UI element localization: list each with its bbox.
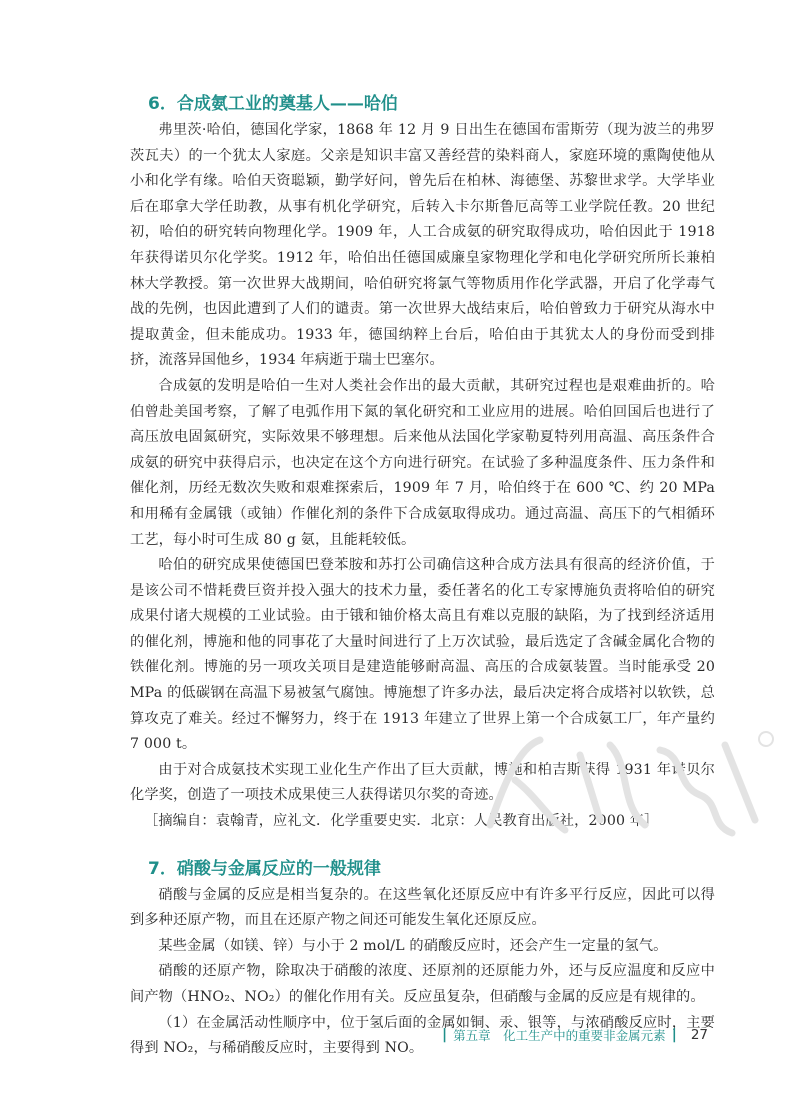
section-6-title: 6．合成氨工业的奠基人——哈伯 [148, 94, 398, 114]
footer-chapter-title: 第五章 化工生产中的重要非金属元素 [453, 1028, 666, 1043]
footer-divider-right: | [671, 1027, 677, 1043]
section-7-paragraph-1: 硝酸与金属的反应是相当复杂的。在这些氧化还原反应中有许多平行反应，因此可以得到多种还原产物，而且在还原产物之间还可能发生氧化还原反应。 [130, 886, 715, 929]
section-7-paragraph-4: （1）在金属活动性顺序中，位于氢后面的金属如铜、汞、银等，与浓硝酸反应时，主要得到 NO₂，与稀硝酸反应时，主要得到 NO。 [130, 1014, 715, 1057]
page-number: 27 [690, 1027, 708, 1043]
section-7-paragraph-2: 某些金属（如镁、锌）与小于 2 mol/L 的硝酸反应时，还会产生一定量的氢气。 [158, 937, 668, 954]
section-6-paragraph-2: 合成氨的发明是哈伯一生对人类社会作出的最大贡献，其研究过程也是艰难曲折的。哈伯曾赴美国考察，了解了电弧作用下氮的氧化研究和工业应用的进展。哈伯回国后也进行了高压放电固氮研究，实际效果不够理想。后来他从法国化学家勒夏特列用高温、高压条件合成氨的研究中获得启示，也决定在这个方向进行研究。在试验了多种温度条件、压力条件和催化剂，历经无数次失败和艰难探索后，1909 年 7 月，哈伯终于在 600 ℃、约 20 MPa 和用稀有金属锇（或铀）作催化剂的条件下合成氨取得成功。通过高温、高压下的气相循环工艺，每小时可生成 80 g 氨，且能耗较低。 [130, 377, 715, 548]
footer-divider-left: | [442, 1027, 448, 1043]
page-footer [436, 1026, 708, 1044]
section-7-title: 7．硝酸与金属反应的一般规律 [148, 858, 381, 879]
page-content [130, 92, 715, 1062]
section-6-paragraph-1: 弗里茨·哈伯，德国化学家，1868 年 12 月 9 日出生在德国布雷斯劳（现为波兰的弗罗茨瓦夫）的一个犹太人家庭。父亲是知识丰富又善经营的染料商人，家庭环境的熏陶使他从小和化学有缘。哈伯天资聪颖，勤学好问，曾先后在柏林、海德堡、苏黎世求学。大学毕业后在耶拿大学任助教，从事有机化学研究，后转入卡尔斯鲁厄高等工业学院任教。20 世纪初，哈伯的研究转向物理化学。1909 年，人工合成氨的研究取得成功，哈伯因此于 1918 年获得诺贝尔化学奖。1912 年，哈伯出任德国威廉皇家物理化学和电化学研究所所长兼柏林大学教授。第一次世界大战期间，哈伯研究将氯气等物质用作化学武器，开启了化学毒气战的先例，也因此遭到了人们的谴责。第一次世界大战结束后，哈伯曾致力于研究从海水中提取黄金，但未能成功。1933 年，德国纳粹上台后，哈伯由于其犹太人的身份而受到排挤，流落异国他乡，1934 年病逝于瑞士巴塞尔。 [130, 122, 715, 369]
section-6-citation: ［摘编自：袁翰青，应礼文．化学重要史实．北京：人民教育出版社，2000 年］ [144, 813, 659, 830]
section-7-paragraph-3: 硝酸的还原产物，除取决于硝酸的浓度、还原剂的还原能力外，还与反应温度和反应中间产物（HNO₂、NO₂）的催化作用有关。反应虽复杂，但硝酸与金属的反应是有规律的。 [130, 963, 715, 1005]
section-6-paragraph-4: 由于对合成氨技术实现工业化生产作出了巨大贡献，博施和柏吉斯获得 1931 年诺贝尔化学奖，创造了一项技术成果使三人获得诺贝尔奖的奇迹。 [130, 761, 715, 804]
section-6-paragraph-3: 哈伯的研究成果使德国巴登苯胺和苏打公司确信这种合成方法具有很高的经济价值，于是该公司不惜耗费巨资并投入强大的技术力量，委任著名的化工专家博施负责将哈伯的研究成果付诸大规模的工业试验。由于锇和铀价格太高且有难以克服的缺陷，为了找到经济适用的催化剂，博施和他的同事花了大量时间进行了上万次试验，最后选定了含碱金属化合物的铁催化剂。博施的另一项攻关项目是建造能够耐高温、高压的合成氨装置。当时能承受 20 MPa 的低碳钢在高温下易被氢气腐蚀。博施想了许多办法，最后决定将合成塔衬以软铁，总算攻克了难关。经过不懈努力，终于在 1913 年建立了世界上第一个合成氨工厂，年产量约 7 000 t。 [130, 557, 715, 753]
